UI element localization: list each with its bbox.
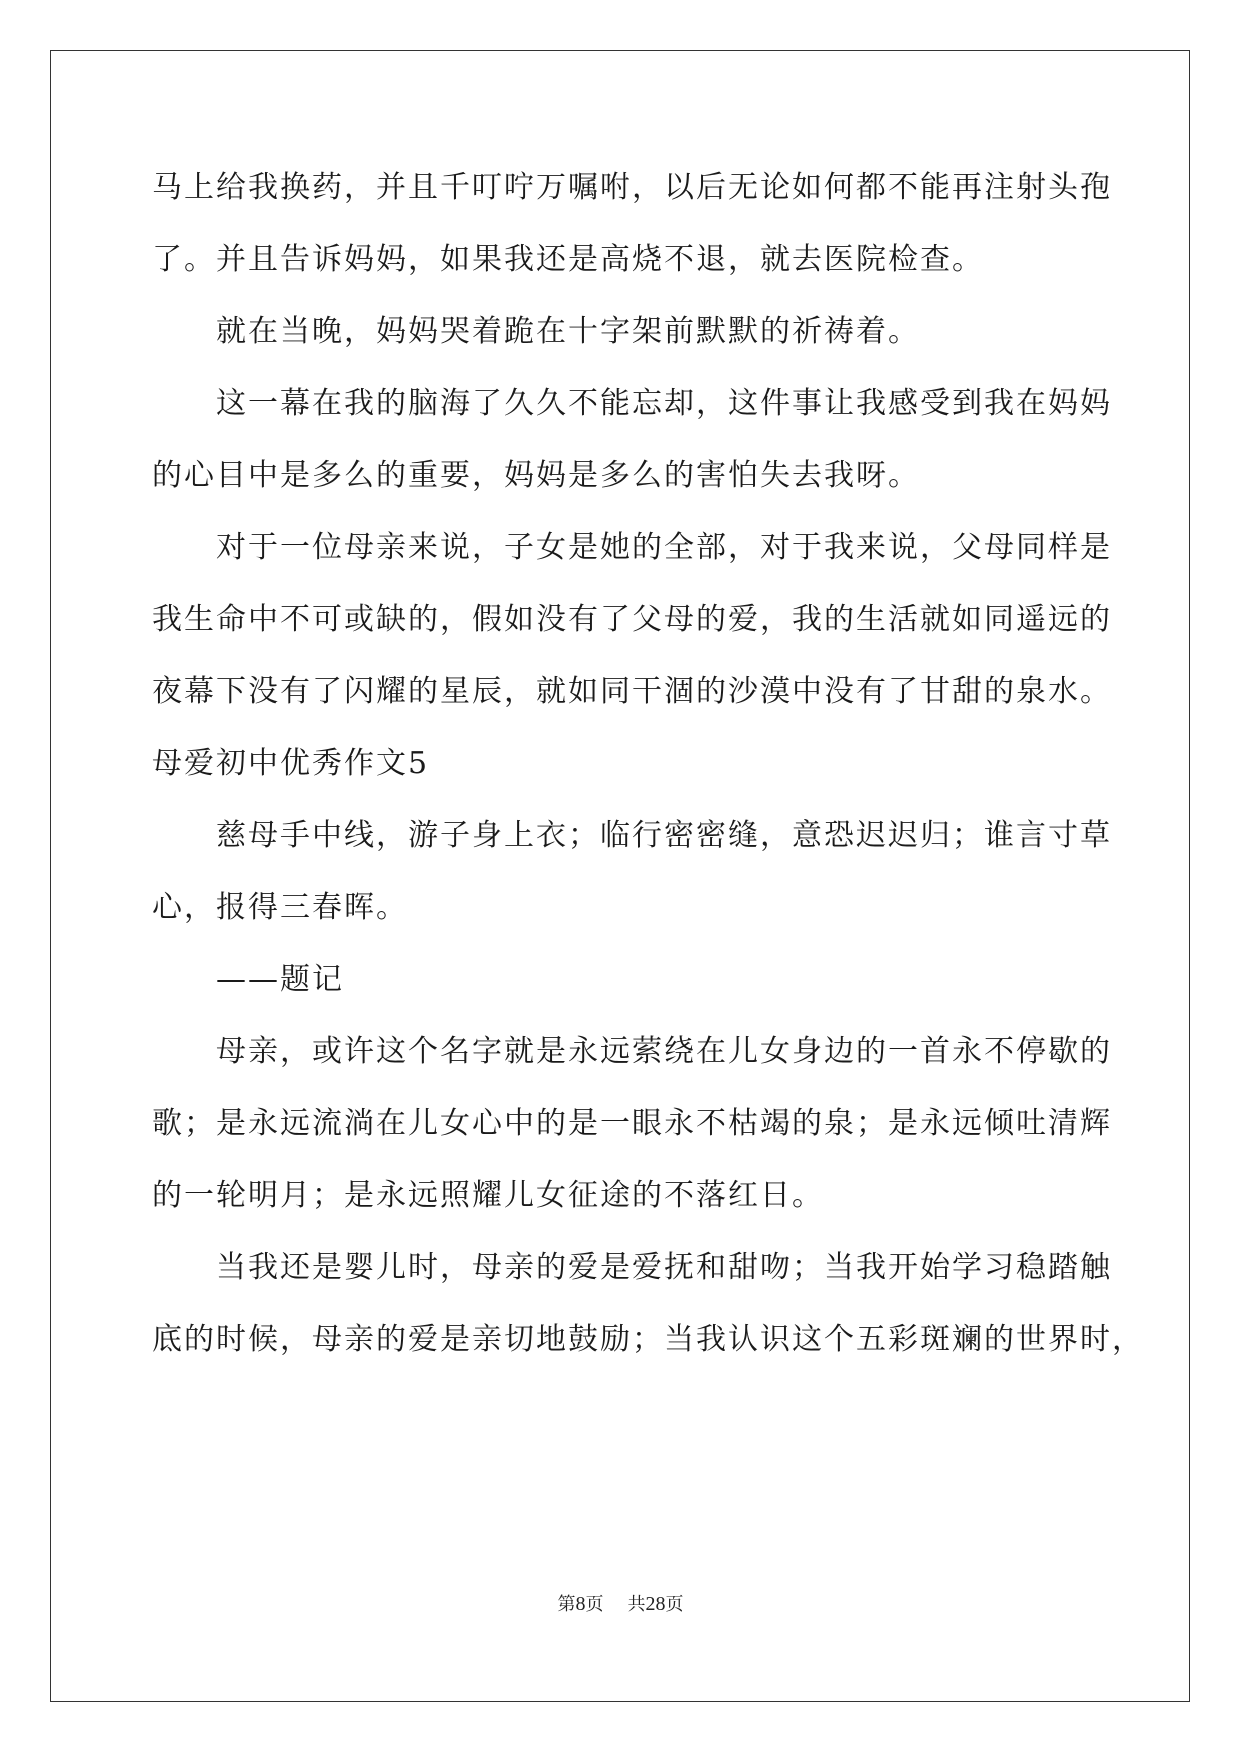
paragraph-start-line: 慈母手中线，游子身上衣；临行密密缝，意恐迟迟归；谁言寸草: [216, 818, 1112, 853]
page-label: 页: [585, 1594, 604, 1615]
total-prefix: 共: [627, 1594, 646, 1615]
paragraph-start-line: 对于一位母亲来说，子女是她的全部，对于我来说，父母同样是: [216, 530, 1112, 565]
text-line: 马上给我换药，并且千叮咛万嘱咐，以后无论如何都不能再注射头孢: [152, 170, 1112, 205]
text-line: 我生命中不可或缺的，假如没有了父母的爱，我的生活就如同遥远的: [152, 602, 1112, 637]
total-page-number: 28: [645, 1593, 666, 1615]
epigraph-attribution: ——题记: [216, 962, 344, 997]
text-line: 的一轮明月；是永远照耀儿女征途的不落红日。: [152, 1178, 824, 1213]
paragraph-start-line: 就在当晚，妈妈哭着跪在十字架前默默的祈祷着。: [216, 314, 920, 349]
page-number-footer: [0, 1592, 1241, 1617]
text-line: 心，报得三春晖。: [152, 890, 408, 925]
paragraph-start-line: 当我还是婴儿时，母亲的爱是爱抚和甜吻；当我开始学习稳踏触: [216, 1250, 1112, 1285]
text-line: 底的时候，母亲的爱是亲切地鼓励；当我认识这个五彩斑斓的世界时，: [152, 1322, 1144, 1357]
text-line: 夜幕下没有了闪耀的星辰，就如同干涸的沙漠中没有了甘甜的泉水。: [152, 674, 1112, 709]
current-page-number: 8: [575, 1593, 586, 1615]
section-heading: 母爱初中优秀作文5: [152, 746, 430, 781]
paragraph-start-line: 母亲，或许这个名字就是永远萦绕在儿女身边的一首永不停歇的: [216, 1034, 1112, 1069]
page-frame: [50, 50, 1190, 1702]
page-prefix: 第: [557, 1594, 576, 1615]
text-line: 歌；是永远流淌在儿女心中的是一眼永不枯竭的泉；是永远倾吐清辉: [152, 1106, 1112, 1141]
total-suffix: 页: [665, 1594, 684, 1615]
text-line: 的心目中是多么的重要，妈妈是多么的害怕失去我呀。: [152, 458, 920, 493]
text-line: 了。并且告诉妈妈，如果我还是高烧不退，就去医院检查。: [152, 242, 984, 277]
paragraph-start-line: 这一幕在我的脑海了久久不能忘却，这件事让我感受到我在妈妈: [216, 386, 1112, 421]
